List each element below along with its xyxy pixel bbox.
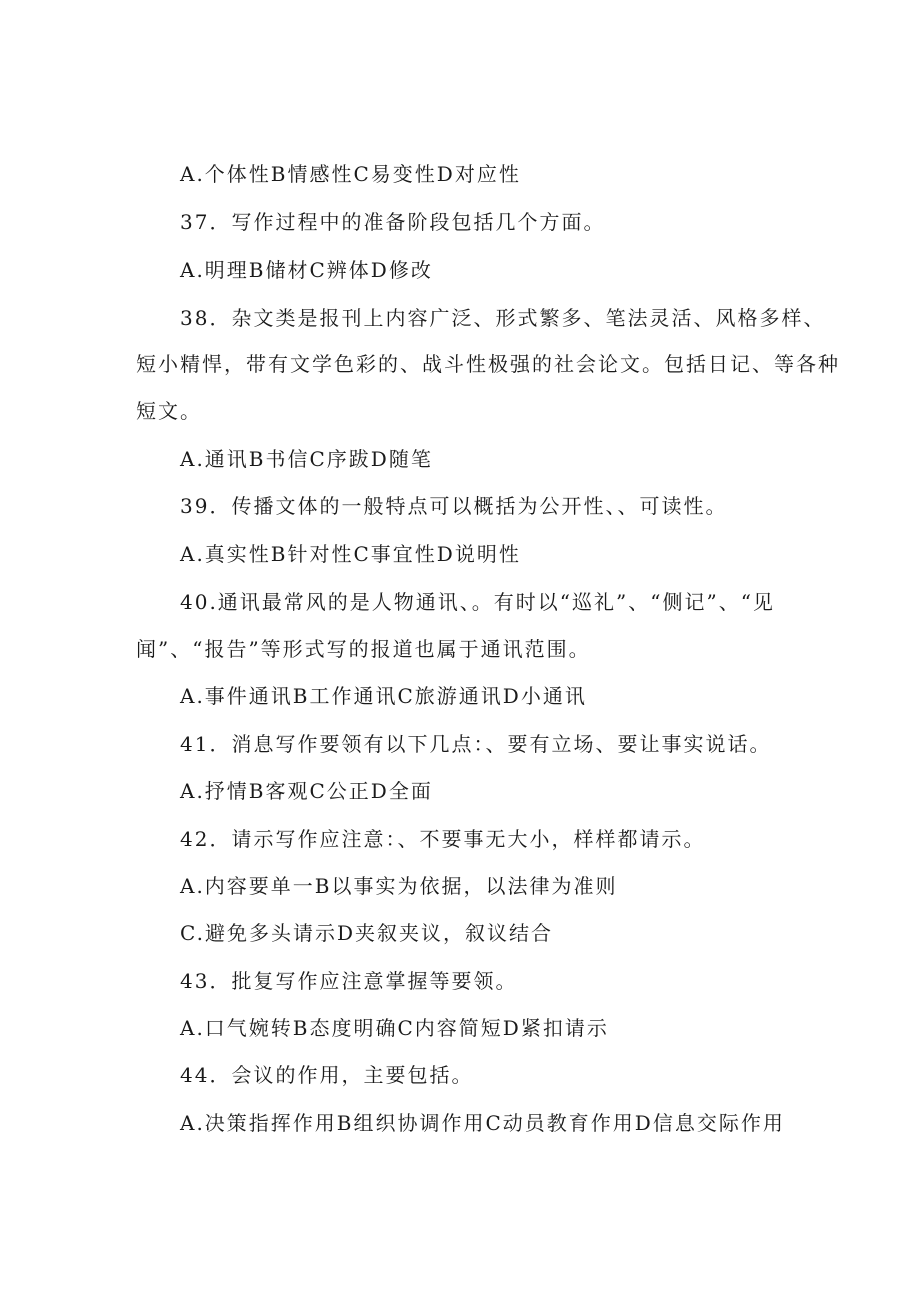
q44-options: A.决策指挥作用B组织协调作用C动员教育作用D信息交际作用 bbox=[180, 1111, 785, 1135]
q39-options: A.真实性B针对性C事宜性D说明性 bbox=[180, 542, 521, 566]
q42-options-2: C.避免多头请示D夹叙夹议，叙议结合 bbox=[180, 921, 553, 945]
q38-question: 38．杂文类是报刊上内容广泛、形式繁多、笔法灵活、风格多样、 bbox=[180, 306, 826, 330]
q40-options: A.事件通讯B工作通讯C旅游通讯D小通讯 bbox=[180, 684, 587, 708]
q44-question: 44．会议的作用，主要包括。 bbox=[180, 1063, 474, 1087]
q43-question: 43．批复写作应注意掌握等要领。 bbox=[180, 969, 518, 993]
q37-options: A.明理B储材C辨体D修改 bbox=[180, 258, 433, 282]
q38-question-cont-2: 短文。 bbox=[136, 399, 202, 423]
q41-options: A.抒情B客观C公正D全面 bbox=[180, 779, 433, 803]
q42-question: 42．请示写作应注意：、不要事无大小，样样都请示。 bbox=[180, 827, 706, 851]
q41-question: 41．消息写作要领有以下几点：、要有立场、要让事实说话。 bbox=[180, 732, 772, 756]
q43-options: A.口气婉转B态度明确C内容简短D紧扣请示 bbox=[180, 1016, 609, 1040]
q40-question-cont: 闻”、“报告”等形式写的报道也属于通讯范围。 bbox=[136, 637, 591, 661]
q38-options: A.通讯B书信C序跋D随笔 bbox=[180, 447, 433, 471]
q38-question-cont-1: 短小精悍，带有文学色彩的、战斗性极强的社会论文。包括日记、等各种 bbox=[136, 352, 840, 376]
q37-question: 37．写作过程中的准备阶段包括几个方面。 bbox=[180, 210, 606, 234]
q36-options: A.个体性B情感性C易变性D对应性 bbox=[180, 162, 521, 186]
q40-question: 40.通讯最常风的是人物通讯、。有时以“巡礼”、“侧记”、“见 bbox=[180, 590, 775, 614]
q39-question: 39．传播文体的一般特点可以概括为公开性、、可读性。 bbox=[180, 494, 728, 518]
q42-options-1: A.内容要单一B以事实为依据，以法律为准则 bbox=[180, 874, 618, 898]
